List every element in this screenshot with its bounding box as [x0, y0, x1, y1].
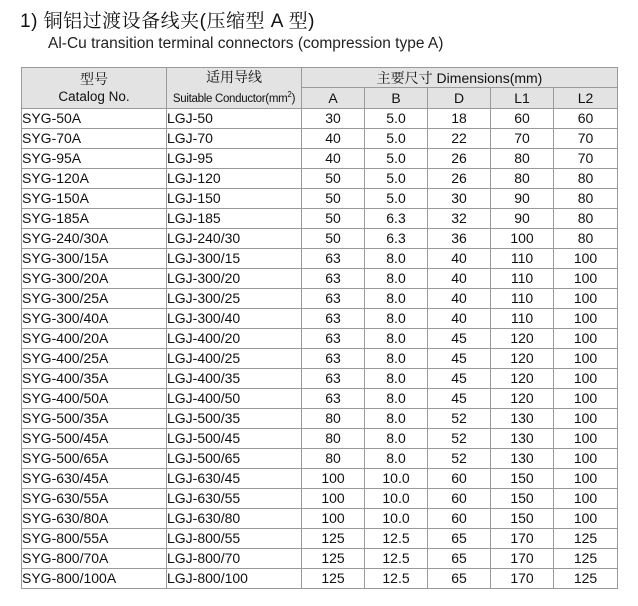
cell-dim-l1: 80: [491, 148, 554, 168]
cell-conductor: LGJ-400/20: [167, 328, 302, 348]
cell-dim-a: 63: [302, 368, 365, 388]
section-subtitle: Al-Cu transition terminal connectors (compression type A): [48, 35, 444, 52]
cell-dim-b: 8.0: [365, 308, 428, 328]
cell-dim-l1: 170: [491, 568, 554, 588]
header-catalog: [22, 68, 167, 109]
cell-dim-b: 5.0: [365, 148, 428, 168]
cell-catalog-no: SYG-400/25A: [22, 348, 167, 368]
cell-dim-l1: 150: [491, 488, 554, 508]
table-row: [22, 148, 618, 168]
cell-conductor: LGJ-500/65: [167, 448, 302, 468]
cell-dim-a: 125: [302, 548, 365, 568]
cell-dim-d: 65: [428, 548, 491, 568]
table-row: [22, 508, 618, 528]
header-catalog-en: Catalog No.: [58, 88, 130, 104]
cell-dim-l1: 90: [491, 208, 554, 228]
cell-dim-l2: 100: [554, 408, 618, 428]
cell-dim-l1: 170: [491, 548, 554, 568]
cell-catalog-no: SYG-240/30A: [22, 228, 167, 248]
cell-dim-l2: 125: [554, 568, 618, 588]
cell-dim-b: 8.0: [365, 448, 428, 468]
header-dim-l1: L1: [491, 88, 554, 108]
cell-dim-d: 52: [428, 428, 491, 448]
table-row: [22, 408, 618, 428]
cell-dim-d: 40: [428, 308, 491, 328]
cell-dim-a: 100: [302, 488, 365, 508]
cell-dim-l2: 100: [554, 508, 618, 528]
header-conductor-en-close: ): [291, 92, 296, 105]
cell-catalog-no: SYG-500/65A: [22, 448, 167, 468]
cell-dim-d: 30: [428, 188, 491, 208]
table-row: [22, 428, 618, 448]
cell-dim-b: 5.0: [365, 188, 428, 208]
cell-dim-b: 8.0: [365, 428, 428, 448]
cell-catalog-no: SYG-120A: [22, 168, 167, 188]
cell-dim-b: 8.0: [365, 268, 428, 288]
header-conductor: [167, 68, 302, 109]
cell-conductor: LGJ-630/80: [167, 508, 302, 528]
cell-dim-l1: 110: [491, 248, 554, 268]
cell-dim-d: 65: [428, 568, 491, 588]
cell-dim-l2: 100: [554, 388, 618, 408]
cell-dim-a: 100: [302, 508, 365, 528]
header-row: [22, 68, 618, 88]
table-row: [22, 128, 618, 148]
table-row: [22, 328, 618, 348]
cell-conductor: LGJ-630/45: [167, 468, 302, 488]
header-dimensions: 主要尺寸 Dimensions(mm): [302, 68, 618, 88]
cell-conductor: LGJ-300/25: [167, 288, 302, 308]
table-row: [22, 188, 618, 208]
cell-dim-a: 100: [302, 468, 365, 488]
cell-catalog-no: SYG-800/55A: [22, 528, 167, 548]
table-row: [22, 388, 618, 408]
header-dim-l2: L2: [554, 88, 618, 108]
cell-dim-d: 45: [428, 328, 491, 348]
table-body: [22, 108, 618, 588]
cell-dim-l2: 60: [554, 108, 618, 128]
table-row: [22, 208, 618, 228]
cell-dim-a: 50: [302, 188, 365, 208]
cell-dim-b: 8.0: [365, 328, 428, 348]
header-dim-a: A: [302, 88, 365, 108]
cell-conductor: LGJ-400/35: [167, 368, 302, 388]
table-row: [22, 488, 618, 508]
cell-dim-l1: 100: [491, 228, 554, 248]
cell-dim-d: 45: [428, 368, 491, 388]
cell-catalog-no: SYG-300/40A: [22, 308, 167, 328]
cell-dim-d: 45: [428, 348, 491, 368]
cell-dim-d: 22: [428, 128, 491, 148]
table-row: [22, 548, 618, 568]
cell-dim-a: 50: [302, 208, 365, 228]
cell-dim-a: 30: [302, 108, 365, 128]
table-row: [22, 308, 618, 328]
cell-dim-l2: 100: [554, 328, 618, 348]
cell-dim-a: 40: [302, 128, 365, 148]
cell-dim-a: 63: [302, 268, 365, 288]
cell-conductor: LGJ-300/20: [167, 268, 302, 288]
cell-dim-a: 63: [302, 348, 365, 368]
cell-dim-l2: 80: [554, 228, 618, 248]
cell-catalog-no: SYG-300/20A: [22, 268, 167, 288]
cell-dim-d: 40: [428, 268, 491, 288]
cell-conductor: LGJ-50: [167, 108, 302, 128]
cell-dim-l2: 100: [554, 448, 618, 468]
cell-dim-l2: 100: [554, 468, 618, 488]
cell-dim-l2: 100: [554, 368, 618, 388]
cell-dim-d: 32: [428, 208, 491, 228]
cell-dim-l1: 130: [491, 448, 554, 468]
cell-conductor: LGJ-500/45: [167, 428, 302, 448]
cell-dim-l1: 70: [491, 128, 554, 148]
cell-conductor: LGJ-500/35: [167, 408, 302, 428]
cell-dim-d: 45: [428, 388, 491, 408]
cell-dim-b: 8.0: [365, 248, 428, 268]
table-row: [22, 568, 618, 588]
cell-dim-a: 50: [302, 228, 365, 248]
cell-catalog-no: SYG-800/70A: [22, 548, 167, 568]
cell-dim-l2: 100: [554, 288, 618, 308]
table-row: [22, 228, 618, 248]
cell-dim-l1: 110: [491, 308, 554, 328]
cell-dim-d: 40: [428, 288, 491, 308]
cell-catalog-no: SYG-500/35A: [22, 408, 167, 428]
cell-dim-l1: 110: [491, 268, 554, 288]
cell-catalog-no: SYG-150A: [22, 188, 167, 208]
cell-catalog-no: SYG-500/45A: [22, 428, 167, 448]
cell-dim-l1: 120: [491, 348, 554, 368]
cell-dim-l2: 100: [554, 348, 618, 368]
specification-table: [21, 67, 618, 589]
cell-dim-a: 63: [302, 288, 365, 308]
cell-dim-l1: 130: [491, 428, 554, 448]
cell-dim-b: 10.0: [365, 468, 428, 488]
cell-dim-l2: 80: [554, 188, 618, 208]
cell-dim-l2: 100: [554, 268, 618, 288]
cell-catalog-no: SYG-630/55A: [22, 488, 167, 508]
cell-conductor: LGJ-800/70: [167, 548, 302, 568]
section-title: 1) 铜铝过渡设备线夹(压缩型 A 型): [20, 11, 316, 32]
cell-dim-l1: 110: [491, 288, 554, 308]
cell-catalog-no: SYG-400/35A: [22, 368, 167, 388]
header-conductor-cn: 适用导线: [206, 69, 262, 85]
cell-catalog-no: SYG-300/15A: [22, 248, 167, 268]
cell-conductor: LGJ-400/50: [167, 388, 302, 408]
cell-dim-a: 80: [302, 448, 365, 468]
cell-dim-b: 5.0: [365, 168, 428, 188]
cell-dim-l1: 170: [491, 528, 554, 548]
table-row: [22, 448, 618, 468]
header-conductor-en-sup: 2: [287, 90, 292, 99]
cell-dim-a: 80: [302, 408, 365, 428]
cell-conductor: LGJ-120: [167, 168, 302, 188]
cell-conductor: LGJ-95: [167, 148, 302, 168]
cell-catalog-no: SYG-95A: [22, 148, 167, 168]
table-row: [22, 288, 618, 308]
table-row: [22, 468, 618, 488]
cell-catalog-no: SYG-630/80A: [22, 508, 167, 528]
cell-catalog-no: SYG-400/50A: [22, 388, 167, 408]
cell-dim-d: 60: [428, 488, 491, 508]
cell-dim-b: 8.0: [365, 348, 428, 368]
cell-dim-d: 60: [428, 468, 491, 488]
cell-conductor: LGJ-240/30: [167, 228, 302, 248]
cell-conductor: LGJ-150: [167, 188, 302, 208]
cell-dim-l2: 100: [554, 488, 618, 508]
cell-dim-l2: 100: [554, 308, 618, 328]
cell-dim-b: 12.5: [365, 548, 428, 568]
header-catalog-cn: 型号: [80, 70, 108, 87]
cell-dim-b: 10.0: [365, 488, 428, 508]
cell-dim-a: 50: [302, 168, 365, 188]
cell-dim-b: 5.0: [365, 128, 428, 148]
cell-dim-l1: 150: [491, 508, 554, 528]
cell-dim-d: 26: [428, 148, 491, 168]
cell-catalog-no: SYG-185A: [22, 208, 167, 228]
cell-conductor: LGJ-400/25: [167, 348, 302, 368]
cell-dim-a: 80: [302, 428, 365, 448]
cell-conductor: LGJ-800/100: [167, 568, 302, 588]
cell-conductor: LGJ-300/40: [167, 308, 302, 328]
cell-dim-l2: 80: [554, 168, 618, 188]
cell-dim-b: 12.5: [365, 528, 428, 548]
cell-dim-a: 63: [302, 388, 365, 408]
cell-catalog-no: SYG-800/100A: [22, 568, 167, 588]
cell-catalog-no: SYG-400/20A: [22, 328, 167, 348]
cell-dim-l1: 130: [491, 408, 554, 428]
cell-dim-b: 5.0: [365, 108, 428, 128]
cell-dim-b: 12.5: [365, 568, 428, 588]
cell-dim-l2: 125: [554, 548, 618, 568]
cell-conductor: LGJ-800/55: [167, 528, 302, 548]
cell-dim-a: 40: [302, 148, 365, 168]
cell-dim-d: 18: [428, 108, 491, 128]
cell-dim-l1: 80: [491, 168, 554, 188]
cell-dim-l2: 70: [554, 128, 618, 148]
cell-catalog-no: SYG-50A: [22, 108, 167, 128]
cell-catalog-no: SYG-630/45A: [22, 468, 167, 488]
cell-dim-d: 65: [428, 528, 491, 548]
cell-dim-d: 40: [428, 248, 491, 268]
cell-dim-b: 8.0: [365, 408, 428, 428]
cell-dim-l2: 80: [554, 208, 618, 228]
cell-dim-l1: 60: [491, 108, 554, 128]
cell-dim-a: 63: [302, 328, 365, 348]
cell-dim-b: 6.3: [365, 228, 428, 248]
cell-dim-l2: 100: [554, 428, 618, 448]
header-dim-b: B: [365, 88, 428, 108]
cell-conductor: LGJ-70: [167, 128, 302, 148]
cell-dim-l1: 120: [491, 328, 554, 348]
header-dim-d: D: [428, 88, 491, 108]
cell-dim-b: 6.3: [365, 208, 428, 228]
cell-conductor: LGJ-630/55: [167, 488, 302, 508]
cell-dim-b: 8.0: [365, 368, 428, 388]
cell-dim-a: 63: [302, 308, 365, 328]
table-row: [22, 108, 618, 128]
table-row: [22, 268, 618, 288]
table-row: [22, 368, 618, 388]
cell-dim-d: 36: [428, 228, 491, 248]
cell-dim-a: 125: [302, 528, 365, 548]
table-row: [22, 168, 618, 188]
cell-dim-a: 63: [302, 248, 365, 268]
cell-dim-d: 52: [428, 448, 491, 468]
cell-dim-d: 52: [428, 408, 491, 428]
cell-dim-l2: 125: [554, 528, 618, 548]
cell-dim-b: 8.0: [365, 288, 428, 308]
table-row: [22, 528, 618, 548]
cell-conductor: LGJ-300/15: [167, 248, 302, 268]
cell-dim-b: 8.0: [365, 388, 428, 408]
header-conductor-en: [167, 86, 301, 108]
cell-dim-d: 60: [428, 508, 491, 528]
cell-dim-l2: 100: [554, 248, 618, 268]
cell-dim-b: 10.0: [365, 508, 428, 528]
cell-dim-l1: 90: [491, 188, 554, 208]
cell-catalog-no: SYG-70A: [22, 128, 167, 148]
cell-dim-l1: 120: [491, 388, 554, 408]
cell-catalog-no: SYG-300/25A: [22, 288, 167, 308]
cell-conductor: LGJ-185: [167, 208, 302, 228]
cell-dim-l1: 150: [491, 468, 554, 488]
table-row: [22, 248, 618, 268]
cell-dim-l2: 70: [554, 148, 618, 168]
cell-dim-l1: 120: [491, 368, 554, 388]
table-row: [22, 348, 618, 368]
cell-dim-d: 26: [428, 168, 491, 188]
cell-dim-a: 125: [302, 568, 365, 588]
header-conductor-en-text: Suitable Conductor(mm: [172, 92, 288, 105]
